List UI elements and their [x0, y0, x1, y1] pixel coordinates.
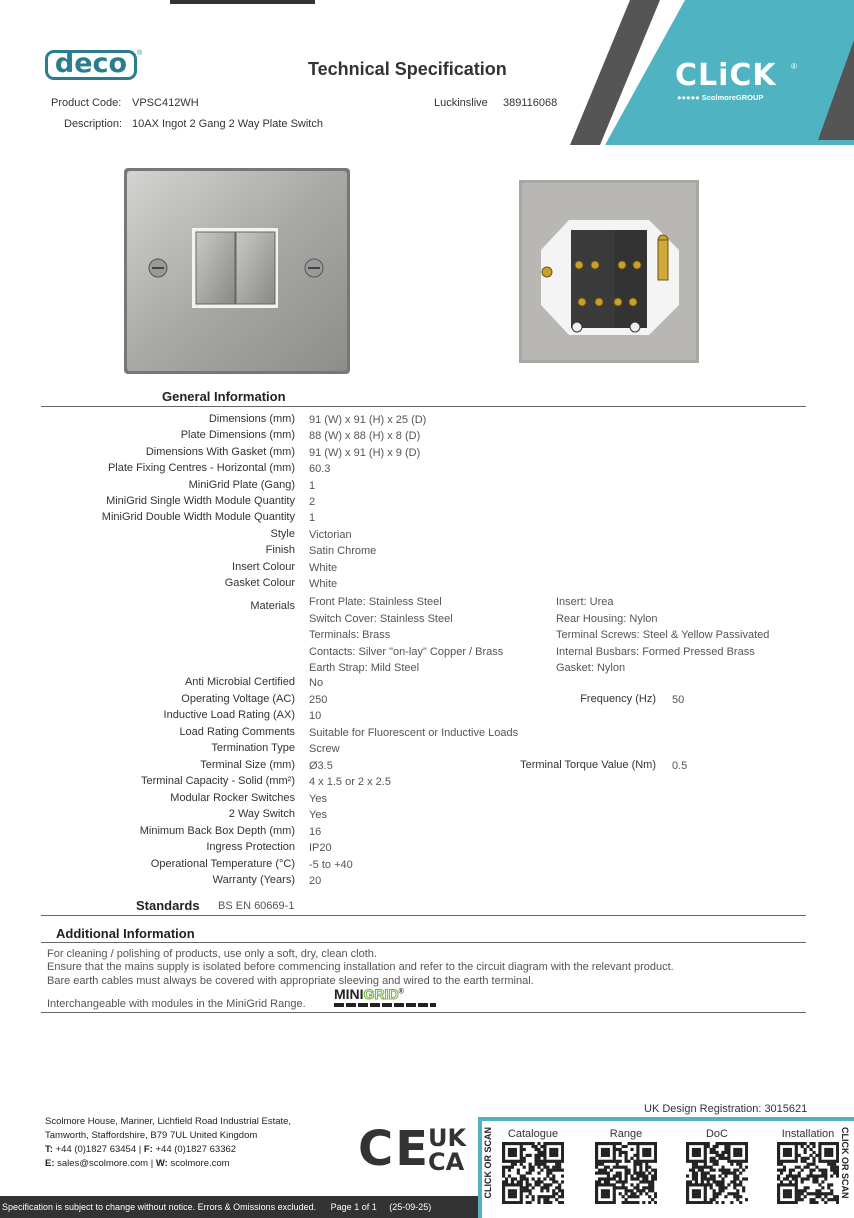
additional-line-2: Ensure that the mains supply is isolated before commencing installation and refer to the circuit diagram with the relevant product.: [47, 961, 674, 973]
spec-label: Operating Voltage (AC): [181, 692, 295, 705]
material-item: Switch Cover: Stainless Steel: [309, 612, 453, 625]
spec-row: [0, 693, 854, 709]
spec-row: [0, 479, 854, 495]
spec-value: 88 (W) x 88 (H) x 8 (D): [309, 430, 421, 443]
spec-label: Load Rating Comments: [179, 725, 295, 738]
materials-label: Materials: [250, 600, 295, 612]
spec-value: 91 (W) x 91 (H) x 9 (D): [309, 446, 421, 459]
spec-row: [0, 462, 854, 478]
spec-label: Modular Rocker Switches: [170, 791, 295, 804]
ukca-mark-top: UK: [428, 1124, 467, 1152]
qr-label: Catalogue: [507, 1128, 559, 1140]
spec-value: 1: [309, 479, 316, 492]
spec-value: 16: [309, 825, 322, 838]
general-info-title: General Information: [162, 389, 286, 404]
spec-label: Insert Colour: [232, 560, 295, 573]
footer-bar: [0, 1196, 478, 1218]
design-registration: UK Design Registration: 3015621: [644, 1103, 808, 1115]
spec-value: 91 (W) x 91 (H) x 25 (D): [309, 414, 427, 426]
qr-code-icon[interactable]: [686, 1142, 748, 1204]
spec-label: Dimensions With Gasket (mm): [145, 445, 295, 458]
switch-rear-image: [519, 180, 699, 363]
spec-value: 10: [309, 710, 322, 722]
spec-value: 60.3: [309, 463, 331, 476]
deco-logo-reg: ®: [137, 50, 143, 57]
qr-code-icon[interactable]: [777, 1142, 839, 1204]
email-line: E: sales@scolmore.com | W: scolmore.com: [45, 1158, 230, 1169]
spec-extra-value: 0.5: [672, 759, 688, 772]
qr-code-icon[interactable]: [502, 1142, 564, 1204]
product-code-label: Product Code:: [51, 97, 122, 109]
spec-row: [0, 676, 854, 692]
spec-row: [0, 446, 854, 462]
page-title: Technical Specification: [308, 59, 507, 79]
product-code: VPSC412WH: [132, 97, 199, 109]
divider: [41, 915, 806, 916]
spec-row: [0, 742, 854, 758]
ce-mark: CE: [358, 1121, 431, 1177]
spec-value: Screw: [309, 743, 340, 755]
spec-extra-value: 50: [672, 693, 685, 706]
phone-line: T: +44 (0)1827 63454 | F: +44 (0)1827 63362: [45, 1144, 237, 1155]
material-item: Insert: Urea: [556, 596, 614, 608]
spec-label: Style: [270, 527, 295, 540]
spec-label: Inductive Load Rating (AX): [163, 709, 295, 721]
spec-value: 250: [309, 693, 328, 706]
top-strip: [170, 0, 315, 4]
divider: [41, 1012, 806, 1013]
material-item: Terminals: Brass: [309, 629, 391, 641]
spec-row: [0, 841, 854, 857]
address-line-2: Tamworth, Staffordshire, B79 7UL United Kingdom: [45, 1130, 258, 1141]
spec-extra-label: Terminal Torque Value (Nm): [520, 758, 656, 771]
spec-label: Warranty (Years): [212, 874, 295, 886]
additional-info-title: Additional Information: [56, 926, 195, 941]
minigrid-logo: MINIGRID®: [334, 986, 404, 1002]
spec-value: Ø3.5: [309, 759, 333, 772]
spec-row: [0, 825, 854, 841]
spec-value: 20: [309, 875, 322, 887]
qr-label: Range: [609, 1128, 643, 1140]
spec-row: [0, 561, 854, 577]
material-item: Rear Housing: Nylon: [556, 612, 658, 625]
luckins-value: 389116068: [503, 97, 558, 109]
spec-label: Terminal Capacity - Solid (mm²): [140, 775, 295, 787]
material-item: Gasket: Nylon: [556, 662, 626, 674]
spec-label: Termination Type: [211, 742, 295, 754]
deco-logo: deco: [45, 50, 137, 80]
spec-label: MiniGrid Single Width Module Quantity: [106, 495, 295, 507]
spec-row: [0, 495, 854, 511]
click-or-scan-right: CLICK OR SCAN: [840, 1127, 850, 1199]
spec-label: Anti Microbial Certified: [184, 676, 295, 688]
switch-front-image: [124, 168, 350, 374]
spec-row: [0, 808, 854, 824]
page-number: Page 1 of 1: [330, 1202, 377, 1212]
spec-value: No: [309, 677, 324, 689]
material-item: Internal Busbars: Formed Pressed Brass: [556, 645, 755, 658]
spec-value: -5 to +40: [309, 858, 353, 871]
standards-value: BS EN 60669-1: [218, 900, 295, 912]
spec-label: MiniGrid Double Width Module Quantity: [101, 511, 295, 524]
spec-row: [0, 413, 854, 429]
spec-label: Ingress Protection: [206, 841, 295, 853]
issue-date: (25-09-25): [389, 1202, 432, 1212]
description: 10AX Ingot 2 Gang 2 Way Plate Switch: [132, 118, 323, 130]
spec-label: MiniGrid Plate (Gang): [188, 478, 295, 491]
spec-value: Yes: [309, 792, 327, 805]
spec-row: [0, 544, 854, 560]
spec-value: 2: [309, 496, 316, 508]
spec-row: [0, 858, 854, 874]
spec-row: [0, 429, 854, 445]
spec-label: Plate Dimensions (mm): [180, 429, 295, 442]
spec-label: 2 Way Switch: [228, 808, 295, 820]
standards-label: Standards: [136, 898, 200, 913]
spec-label: Finish: [265, 544, 295, 557]
email-link[interactable]: sales@scolmore.com: [57, 1158, 149, 1169]
web-link[interactable]: scolmore.com: [170, 1158, 230, 1169]
spec-value: White: [309, 561, 338, 574]
qr-code-icon[interactable]: [595, 1142, 657, 1204]
click-logo-reg: ®: [791, 62, 797, 71]
spec-value: Satin Chrome: [309, 545, 377, 558]
additional-line-1: For cleaning / polishing of products, use only a soft, dry, clean cloth.: [47, 948, 377, 960]
spec-label: Operational Temperature (°C): [150, 857, 295, 870]
material-item: Earth Strap: Mild Steel: [309, 662, 420, 674]
spec-label: Terminal Size (mm): [200, 758, 295, 771]
click-logo: CLiCK: [675, 58, 777, 93]
material-item: Front Plate: Stainless Steel: [309, 596, 442, 608]
spec-row: [0, 792, 854, 808]
minigrid-line: Interchangeable with modules in the MiniGrid Range.: [47, 998, 306, 1010]
spec-row: [0, 528, 854, 544]
divider: [41, 942, 806, 943]
spec-row: [0, 775, 854, 791]
divider: [41, 406, 806, 407]
spec-row: [0, 511, 854, 527]
material-item: Terminal Screws: Steel & Yellow Passivated: [556, 629, 770, 641]
spec-row: [0, 726, 854, 742]
luckins-label: Luckinslive: [434, 97, 488, 109]
spec-value: Suitable for Fluorescent or Inductive Loads: [309, 726, 519, 739]
spec-value: 1: [309, 512, 316, 525]
click-or-scan-left: CLICK OR SCAN: [483, 1127, 493, 1199]
spec-value: 4 x 1.5 or 2 x 2.5: [309, 776, 391, 788]
ukca-mark-bottom: CA: [428, 1148, 465, 1176]
spec-row: [0, 577, 854, 593]
address-line-1: Scolmore House, Mariner, Lichfield Road Industrial Estate,: [45, 1116, 292, 1127]
spec-value: IP20: [309, 842, 332, 854]
spec-value: Victorian: [309, 528, 352, 541]
material-item: Contacts: Silver "on-lay" Copper / Brass: [309, 645, 504, 658]
spec-label: Dimensions (mm): [208, 413, 295, 425]
description-label: Description:: [64, 118, 123, 130]
spec-row: [0, 759, 854, 775]
spec-label: Minimum Back Box Depth (mm): [139, 824, 295, 837]
spec-value: Yes: [309, 809, 327, 821]
spec-row: [0, 709, 854, 725]
disclaimer: Specification is subject to change without notice. Errors & Omissions excluded.: [2, 1202, 317, 1212]
minigrid-logo-bar: [334, 1003, 436, 1007]
spec-row: [0, 874, 854, 890]
spec-extra-label: Frequency (Hz): [580, 692, 656, 705]
qr-label: Installation: [781, 1128, 835, 1140]
spec-label: Gasket Colour: [224, 577, 295, 589]
spec-label: Plate Fixing Centres - Horizontal (mm): [107, 462, 295, 475]
scolmore-group-text: ●●●●● ScolmoreGROUP: [677, 93, 764, 102]
spec-value: White: [309, 578, 338, 590]
additional-line-3: Bare earth cables must always be covered with appropriate sleeving and wired to the earth terminal.: [47, 975, 534, 987]
qr-label: DoC: [705, 1128, 728, 1140]
